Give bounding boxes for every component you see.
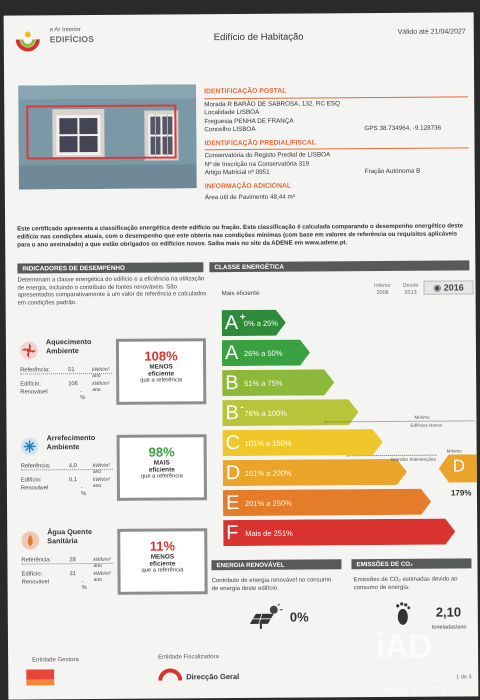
gps-coordinates: GPS 38.734964, -9.128736 bbox=[364, 124, 442, 133]
footprint-icon bbox=[394, 601, 412, 627]
energy-band-5: C 101% a 150% bbox=[223, 429, 383, 456]
floor-area: Área útil de Pavimento 48,44 m² bbox=[204, 193, 295, 202]
supervising-entity-label: Entidade Fiscalizadora bbox=[158, 654, 219, 661]
current-class-letter: D bbox=[452, 456, 466, 476]
document-title: Edifício de Habitação bbox=[213, 31, 304, 44]
heating-performance-box: 108% MENOS eficiente que a referência bbox=[116, 338, 206, 405]
heating-building-row: Edifício: 106 kWh/m² ano bbox=[20, 380, 110, 394]
registry-office: Conservatória do Registo Predial de LISBOA bbox=[204, 151, 331, 160]
indicators-description: Determinam a classe energética do edifício e a eficiência na utilização de energia, incluindo o contributo de fontes renováveis. São apresentados comparativamente a um valor de referência e calculados em condições padrão. bbox=[17, 276, 207, 307]
postal-id-title: IDENTIFICAÇÃO POSTAL bbox=[204, 86, 468, 98]
identification-block bbox=[204, 86, 469, 202]
renewable-text: Contributo de energia renovável no consumo de energia deste edifício. bbox=[211, 577, 332, 592]
current-class-ratio: 179% bbox=[450, 488, 472, 498]
adene-logo-icon bbox=[14, 27, 46, 51]
cooling-building-row: Edifício: 0,1 kWh/m² ano bbox=[20, 476, 111, 490]
page-number: 1 de 3 bbox=[456, 674, 472, 681]
heating-reference-row: Referência: 51 kWh/m² ano bbox=[20, 366, 110, 380]
hot-water-renewable-row: Renovável - % bbox=[21, 579, 87, 592]
adene-footer-logo-icon bbox=[26, 669, 54, 685]
energy-band-7: E 201% a 250% bbox=[223, 489, 431, 516]
predial-id-title: IDENTIFICAÇÃO PREDIAL/FISCAL bbox=[204, 138, 468, 150]
cooling-name: Arrefecimento Ambiente bbox=[46, 433, 96, 452]
matrix-article: Artigo Matricial nº 0951 bbox=[204, 168, 270, 177]
energy-certificate-page: e Ar Interior EDIFÍCIOS Edifício de Habitação Válido até 21/04/2027 IDENTIFICAÇÃO POSTAL Morada R BARÃO DE SABROSA, 132, RC ESQ Localidade LISBOA Freguesia PENHA DE FRANÇA Concelho LISBOA GPS 38.734964, -9.128736 IDENTIFICAÇÃO PREDIAL/FISCAL Conservatória do Registo Predial de LISBOA Nº de Inscrição na Conservatória 319 Artigo Matricial nº 0951 Fração Autónoma B INFORMAÇÃO ADICIONAL Área útil de Pavimento 48,44 m² Este certificado apresenta a classificação energética deste edifício ou fração. Esta classificação é calculada comparando o desempenho energético deste edifício nas condições atuais, com o desempenho que este obteria nas condições mínimas (com base em valores de referência ou requisitos aplicáveis para o ano assinalado) a que estão obrigados os edifícios novos. Saiba mais no site da ADENE em www.adene.pt. INDICADORES DE DESEMPENHO CLASSE ENERGÉTICA Determinam a classe energética do edifício e a eficiência na utilização de energia, incluindo o contributo de fontes renováveis. São apresentados comparativamente a um valor de referência e calculados em condições padrão. Aquecimento Ambiente Referência: 51 kWh/m² ano Edifício: 106 kWh/m² ano Renovável - % 108% MENOS eficiente que a referência Arrefecimento Ambiente Referência: 4,0 kWh/m² ano Edifício: 0,1 kWh/m² ano Renovável - % 98% MAIS eficiente que a referência Água Quente Sanitária Referência: 28 kWh/m² ano Edifício: 31 kWh/m² ano Renovável - % 11% MENOS eficiente que a referência Mais eficiente Inferior 2006 Desde 2013 ◉ 2016 A + 0% a 25% A 26% a 50% B 51% a 75% B - 76% a 100% C 101% a 150% D 151% a 200% E 201% a 250% F Mais de 251% Mínimo Edifícios Novos Mínimo Grandes Intervenções D 179% ENERGIA RENOVÁVEL EMISSÕES DE CO₂ Contributo de energia renovável no consumo de energia deste edifício. Emissões de CO₂ estimadas devido ao consumo de energia. 0% 2,10 toneladas/ano Entidade Gestora Entidade Fiscalizadora Direcção Geral 1 de 3 bbox=[4, 12, 479, 699]
iad-watermark-tagline: REAL ESTATE bbox=[384, 686, 448, 695]
renewable-section-title: ENERGIA RENOVÁVEL bbox=[211, 559, 341, 570]
bulb-icon: ◉ bbox=[433, 282, 442, 293]
parish: Freguesia PENHA DE FRANÇA bbox=[204, 117, 294, 125]
energy-band-4: B - 76% a 100% bbox=[222, 399, 358, 426]
hot-water-performance-box: 11% MENOS eficiente que a referência bbox=[117, 528, 207, 595]
heating-fan-icon bbox=[20, 341, 38, 359]
energy-band-2: A 26% a 50% bbox=[222, 340, 310, 367]
year-2006: Inferior 2006 bbox=[373, 282, 392, 297]
cooling-renewable-row: Renovável - % bbox=[20, 485, 87, 498]
most-efficient-label: Mais eficiente bbox=[221, 289, 260, 298]
energy-band-1: A + 0% a 25% bbox=[222, 310, 286, 336]
building-photo bbox=[18, 84, 197, 189]
photo-highlight-frame bbox=[26, 104, 176, 159]
hot-water-indicator bbox=[19, 526, 205, 599]
solar-panel-icon bbox=[248, 604, 284, 630]
energy-band-6: D 151% a 200% bbox=[223, 459, 407, 486]
dgeg-logo-icon bbox=[158, 666, 182, 684]
autonomous-fraction: Fração Autónoma B bbox=[364, 167, 421, 176]
emissions-text: Emissões de CO₂ estimadas devido ao consumo de energia. bbox=[353, 576, 458, 591]
certificate-intro: Este certificado apresenta a classificação energética deste edifício ou fração. Esta classificação é calculada comparando o desempenho energético deste edifício nas condições atuais, com o desempenho que este obteria nas condições mínimas (com base em valores de referência ou requisitos aplicáveis para o ano assinalado) a que estão obrigados os edifícios novos. Saiba mais no site da ADENE em www.adene.pt. bbox=[17, 222, 464, 249]
brand-subtitle: e Ar Interior bbox=[49, 27, 81, 34]
emissions-value: 2,10 bbox=[435, 604, 462, 620]
current-class-indicator bbox=[439, 454, 477, 487]
year-2013: Desde 2013 bbox=[402, 282, 419, 296]
new-buildings-marker bbox=[324, 420, 474, 422]
cooling-snowflake-icon bbox=[21, 437, 39, 455]
energy-band-8: F Mais de 251% bbox=[223, 519, 455, 547]
iad-watermark-logo: iAD bbox=[376, 628, 432, 666]
heating-percentage: 108% bbox=[144, 348, 178, 364]
hot-water-name: Água Quente Sanitária bbox=[47, 527, 92, 546]
address: Morada R BARÃO DE SABROSA, 132, RC ESQ bbox=[204, 99, 341, 108]
cooling-performance-box: 98% MAIS eficiente que a referência bbox=[117, 434, 207, 501]
supervising-entity-name: Direcção Geral bbox=[186, 672, 240, 682]
energy-class-section-title: CLASSE ENERGÉTICA bbox=[209, 260, 469, 272]
heating-name: Aquecimento Ambiente bbox=[45, 337, 92, 356]
certificate-header bbox=[14, 20, 466, 53]
heating-indicator bbox=[18, 336, 204, 409]
locality: Localidade LISBOA bbox=[204, 108, 260, 117]
year-2016-highlight: ◉ 2016 bbox=[423, 280, 473, 294]
hot-water-building-row: Edifício: 31 kWh/m² ano bbox=[21, 570, 111, 584]
renewable-value: 0% bbox=[289, 609, 309, 625]
heating-renewable-row: Renovável - % bbox=[20, 389, 86, 402]
energy-band-3: B 51% a 75% bbox=[222, 369, 334, 396]
emissions-section-title: EMISSÕES DE CO₂ bbox=[351, 558, 471, 569]
hot-water-drop-icon bbox=[21, 531, 39, 549]
indicators-section-title: INDICADORES DE DESEMPENHO bbox=[17, 262, 203, 273]
managing-entity-label: Entidade Gestora bbox=[32, 657, 79, 664]
hot-water-reference-row: Referência: 28 kWh/m² ano bbox=[21, 556, 111, 570]
registration-number: Nº de Inscrição na Conservatória 319 bbox=[204, 160, 310, 168]
cooling-indicator bbox=[19, 432, 205, 505]
emissions-unit: toneladas/ano bbox=[431, 624, 467, 631]
hot-water-percentage: 11% bbox=[149, 538, 176, 554]
valid-until: Válido até 21/04/2027 bbox=[397, 28, 466, 36]
municipality: Concelho LISBOA bbox=[204, 125, 256, 134]
cooling-percentage: 98% bbox=[148, 444, 175, 460]
additional-info-title: INFORMAÇÃO ADICIONAL bbox=[204, 182, 292, 190]
brand-name: EDIFÍCIOS bbox=[49, 34, 95, 45]
cooling-reference-row: Referência: 4,0 kWh/m² ano bbox=[20, 462, 111, 476]
